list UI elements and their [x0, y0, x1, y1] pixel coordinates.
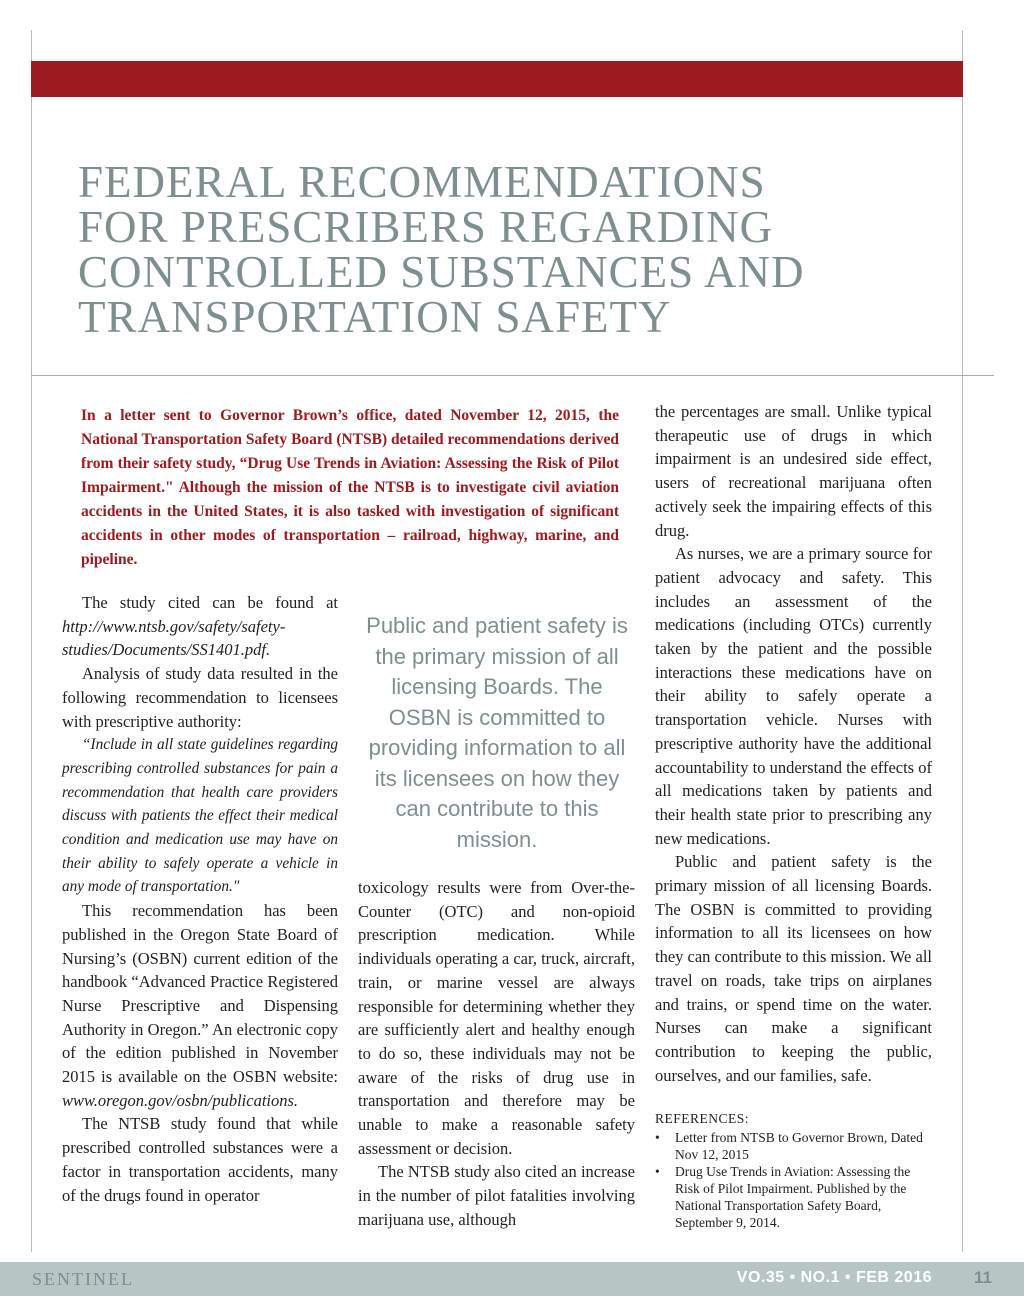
reference-item: [655, 1163, 932, 1231]
osbn-publications-link[interactable]: www.oregon.gov/osbn/publications.: [62, 1090, 299, 1110]
body-column-1: [62, 591, 338, 1207]
paragraph: [62, 591, 338, 662]
body-column-2: [358, 876, 635, 1232]
title-line: FOR PRESCRIBERS REGARDING: [78, 202, 774, 252]
paragraph: Analysis of study data resulted in the following recommendation to licensees with prescriptive authority:: [62, 664, 338, 731]
right-margin-rule: [962, 30, 963, 1252]
body-column-3: [655, 400, 932, 1087]
article-title: [78, 157, 938, 342]
paragraph-text: This recommendation has been published in the Oregon State Board of Nursing’s (OSBN) current edition of the handbook “Advanced Practice Registered Nurse Prescriptive and Dispensing Authority in Oregon.” An electronic copy of the edition published in November 2015 is available on the OSBN website:: [62, 901, 338, 1087]
left-margin-rule: [31, 30, 32, 1252]
references-list: [655, 1129, 932, 1231]
references: [655, 1110, 932, 1231]
reference-item: [655, 1129, 932, 1163]
page-footer: [0, 1262, 1024, 1296]
bullet-icon: •: [655, 1164, 660, 1179]
title-divider: [31, 375, 994, 376]
reference-text: Drug Use Trends in Aviation: Assessing the Risk of Pilot Impairment. Published by the National Transportation Safety Board, September 9, 2014.: [675, 1164, 911, 1230]
paragraph: [62, 899, 338, 1112]
issue-info: VO.35 • NO.1 • FEB 2016: [736, 1269, 932, 1286]
paragraph-text: The study cited can be found at: [82, 593, 338, 612]
title-line: FEDERAL RECOMMENDATIONS: [78, 157, 766, 207]
title-line: CONTROLLED SUBSTANCES AND: [78, 247, 805, 297]
publication-name: SENTINEL: [32, 1269, 134, 1289]
paragraph: The NTSB study found that while prescribed controlled substances were a factor in transportation accidents, many of the drugs found in operator: [62, 1114, 338, 1205]
paragraph: toxicology results were from Over-the-Counter (OTC) and non-opioid prescription medication. While individuals operating a car, truck, aircraft, train, or marine vessel are always responsible for determining whether they are sufficiently alert and healthy enough to do so, these individuals may not be aware of the risks of drug use in transportation and therefore may be unable to make a reasonable safety assessment or decision.: [358, 878, 635, 1158]
article-intro: In a letter sent to Governor Brown’s office, dated November 12, 2015, the National Transportation Safety Board (NTSB) detailed recommendations derived from their safety study, “Drug Use Trends in Aviation: Assessing the Risk of Pilot Impairment." Although the mission of the NTSB is to investigate civil aviation accidents in the United States, it is also tasked with investigation of significant accidents in other modes of transportation – railroad, highway, marine, and pipeline.: [81, 407, 619, 568]
bullet-icon: •: [655, 1130, 660, 1145]
paragraph: Public and patient safety is the primary mission of all licensing Boards. The OSBN is committed to providing information to all its licensees on how they can contribute to this mission. We all travel on roads, take trips on airplanes and trains, or spend time on the water. Nurses can make a significant contribution to keeping the public, ourselves, and our families, safe.: [655, 852, 932, 1085]
recommendation-quote: “Include in all state guidelines regarding prescribing controlled substances for pain a recommendation that health care providers discuss with patients the effect their medical condition and medication use may have on their ability to safely operate a vehicle in any mode of transportation.": [62, 736, 338, 896]
header-accent-bar: [31, 61, 963, 97]
reference-text: Letter from NTSB to Governor Brown, Dated Nov 12, 2015: [675, 1130, 923, 1162]
paragraph: the percentages are small. Unlike typical therapeutic use of drugs in which impairment is an undesired side effect, users of recreational marijuana often actively seek the impairing effects of this drug.: [655, 402, 932, 540]
paragraph: As nurses, we are a primary source for patient advocacy and safety. This includes an assessment of the medications (including OTCs) currently taken by the patient and the possible interactions these medications have on their ability to safely operate a transportation vehicle. Nurses with prescriptive authority have the additional accountability to understand the effects of all medications taken by patients and their health state prior to prescribing any new medications.: [655, 544, 932, 848]
title-line: TRANSPORTATION SAFETY: [78, 292, 672, 342]
page-number: 11: [974, 1268, 992, 1287]
paragraph: The NTSB study also cited an increase in the number of pilot fatalities involving marijuana use, although: [358, 1162, 635, 1229]
study-link[interactable]: http://www.ntsb.gov/safety/safety-studies/Documents/SS1401.pdf.: [62, 616, 286, 660]
pull-quote: Public and patient safety is the primary mission of all licensing Boards. The OSBN is committed to providing information to all its licensees on how they can contribute to this mission.: [366, 613, 628, 852]
references-title: REFERENCES:: [655, 1111, 750, 1126]
